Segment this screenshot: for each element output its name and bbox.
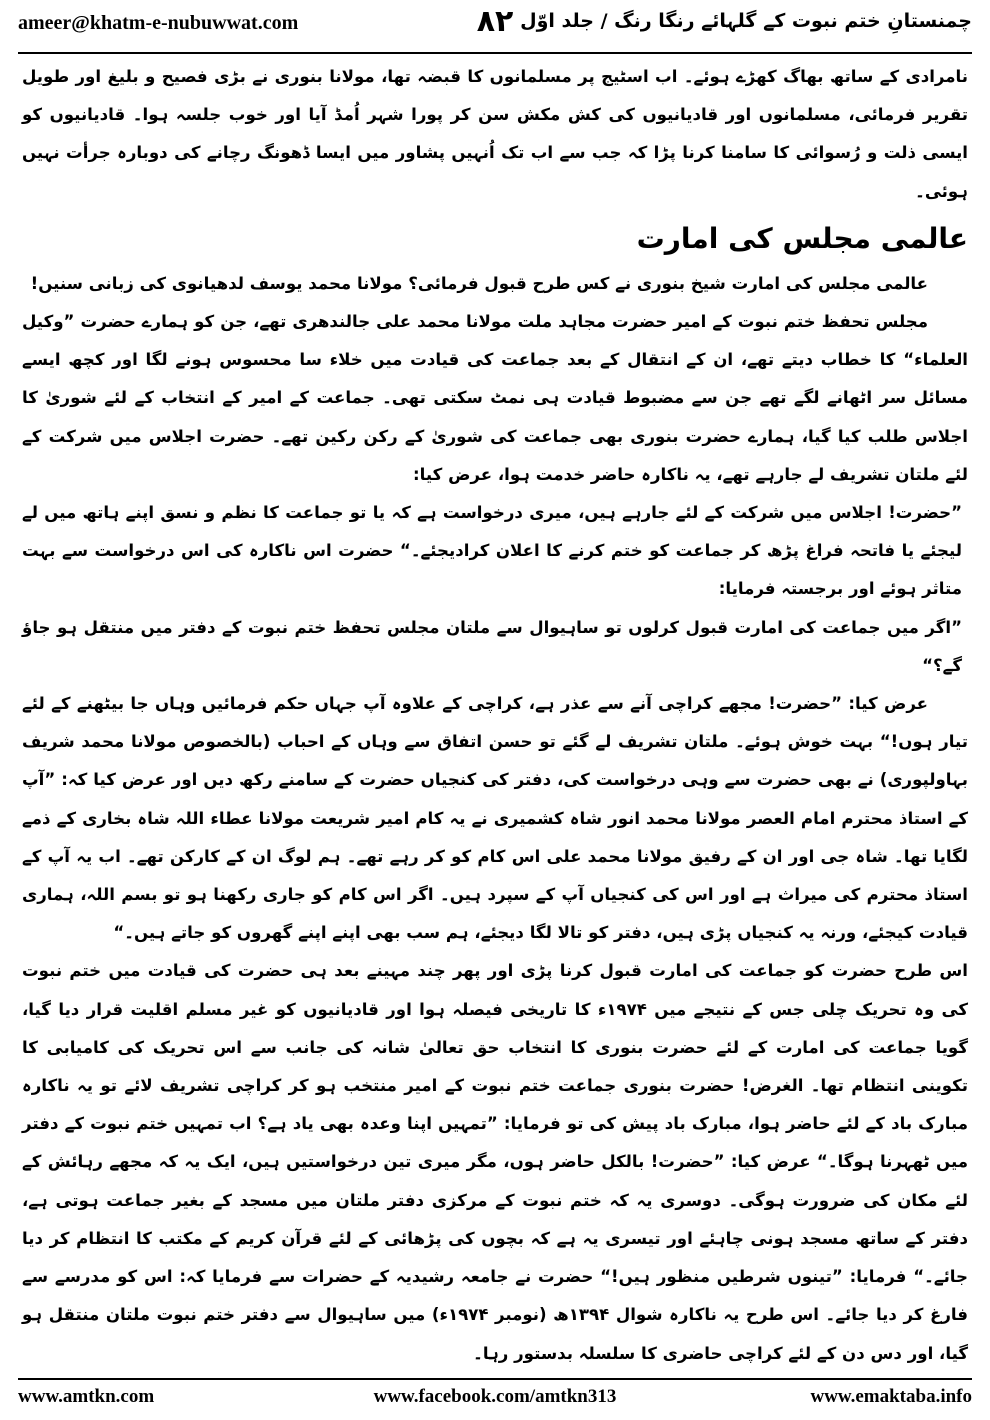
paragraph-karachi-keys: عرض کیا: ”حضرت! مجھے کراچی آنے سے عذر ہے، کراچی کے علاوہ آپ جہاں حکم فرمائیں وہاں جا بیٹھنے کے لئے تیار ہوں!“ بہت خوش ہوئے۔ ملتان تشریف لے گئے تو حسن اتفاق سے وہاں کے احباب (بالخصوص مولانا محمد شریف بہاولپوری) نے بھی حضرت سے وہی درخواست کی، دفتر کی کنجیاں حضرت کے سامنے رکھ دیں اور عرض کیا کہ: ”آپ کے استاذ محترم امام العصر مولانا محمد انور شاہ کشمیری نے یہ کام امیر شریعت مولانا عطاء اللہ شاہ بخاری کے ذمے لگایا تھا۔ شاہ جی اور ان کے رفیق مولانا محمد علی اس کام کو کر رہے تھے۔ ہم لوگ ان کے کارکن تھے۔ اب یہ آپ کے استاذ محترم کی میراث ہے اور اس کی کنجیاں آپ کے سپرد ہیں۔ اگر اس کام کو جاری رکھنا ہو تو بسم اللہ، ہماری قیادت کیجئے، ورنہ یہ کنجیاں پڑی ہیں، دفتر کو تالا لگا دیجئے، ہم سب بھی اپنے اپنے گھروں کو جاتے ہیں۔“ — [22, 694, 968, 943]
header-rule — [18, 52, 972, 54]
section-heading: عالمی مجلس کی امارت — [636, 221, 968, 255]
page-body — [22, 58, 968, 1373]
footer-link-facebook[interactable]: www.facebook.com/amtkn313 — [373, 1386, 617, 1407]
paragraph-majlis-history: مجلس تحفظ ختم نبوت کے امیر حضرت مجاہد ملت مولانا محمد علی جالندھری تھے، جن کو ہمارے حضرت ”وکیل العلماء“ کا خطاب دیتے تھے، ان کے انتقال کے بعد جماعت کی قیادت میں خلاء سا محسوس ہونے لگا اور کچھ ایسے مسائل سر اٹھانے لگے تھے جن سے مضبوط قیادت ہی نمٹ سکتی تھی۔ جماعت کے امیر کے انتخاب کے لئے شوریٰ کا اجلاس طلب کیا گیا، ہمارے حضرت بنوری بھی جماعت کی شوریٰ کے رکن رکین تھے۔ حضرت اجلاس میں شرکت کے لئے ملتان تشریف لے جارہے تھے، یہ ناکارہ حاضر خدمت ہوا، عرض کیا: — [22, 312, 968, 484]
book-title: چمنستانِ ختم نبوت کے گلہائے رنگا رنگ / جلد اوّل — [520, 10, 972, 32]
page-header — [18, 0, 972, 50]
footer-link-amtkn[interactable]: www.amtkn.com — [18, 1386, 155, 1407]
paragraph-request-quote: ”حضرت! اجلاس میں شرکت کے لئے جارہے ہیں، میری درخواست ہے کہ یا تو جماعت کا نظم و نسق اپنے ہاتھ میں لے لیجئے یا فاتحہ فراغ پڑھ کر جماعت کو ختم کرنے کا اعلان کرادیجئے۔“ حضرت اس ناکارہ کی اس درخواست سے بہت متاثر ہوئے اور برجستہ فرمایا: — [22, 503, 962, 599]
footer-rule — [18, 1378, 972, 1380]
page-number: ۸۲ — [476, 4, 514, 39]
paragraph-closing-story: نامرادی کے ساتھ بھاگ کھڑے ہوئے۔ اب اسٹیج پر مسلمانوں کا قبضہ تھا، مولانا بنوری نے بڑی فصیح و بلیغ اور طویل تقریر فرمائی، مسلمانوں اور قادیانیوں کی کش مکش سن کر پورا شہر اُمڈ آیا اور خوب جلسہ ہوا۔ قادیانیوں کو ایسی ذلت و رُسوائی کا سامنا کرنا پڑا کہ جب سے اب تک اُنہیں پشاور میں ایسا ڈھونگ رچانے کی دوبارہ جرأت نہیں ہوئی۔ — [22, 67, 968, 201]
paragraph-intro: عالمی مجلس کی امارت شیخ بنوری نے کس طرح قبول فرمائی؟ مولانا محمد یوسف لدھیانوی کی زبانی سنیں! — [30, 273, 928, 293]
paragraph-reply-quote: ”اگر میں جماعت کی امارت قبول کرلوں تو ساہیوال سے ملتان مجلس تحفظ ختم نبوت کے دفتر میں منتقل ہو جاؤ گے؟“ — [22, 617, 962, 675]
paragraph-leadership-outcome: اس طرح حضرت کو جماعت کی امارت قبول کرنا پڑی اور پھر چند مہینے بعد ہی حضرت کی قیادت میں ختم نبوت کی وہ تحریک چلی جس کے نتیجے میں ۱۹۷۴ء کا تاریخی فیصلہ ہوا اور قادیانیوں کو غیر مسلم اقلیت قرار دیا گیا، گویا جماعت کی امارت کے لئے حضرت بنوری کا انتخاب حق تعالیٰ شانہ کی جانب سے اس تحریک کی کامیابی کا تکوینی انتظام تھا۔ الغرض! حضرت بنوری جماعت ختم نبوت کے امیر منتخب ہو کر کراچی تشریف لائے تو یہ ناکارہ مبارک باد کے لئے حاضر ہوا، مبارک باد پیش کی تو فرمایا: ”تمہیں اپنا وعدہ بھی یاد ہے؟ اب تمہیں ختم نبوت کے دفتر میں ٹھہرنا ہوگا۔“ عرض کیا: ”حضرت! بالکل حاضر ہوں، مگر میری تین درخواستیں ہیں، ایک یہ کہ مجھے رہائش کے لئے مکان کی ضرورت ہوگی۔ دوسری یہ کہ ختم نبوت کے مرکزی دفتر ملتان میں مسجد کے بغیر جماعت ہوتی ہے، دفتر کے ساتھ مسجد ہونی چاہئے اور تیسری یہ ہے کہ بچوں کی پڑھائی کے لئے قرآن کریم کے مکتب کا انتظام کر دیا جائے۔“ فرمایا: ”تینوں شرطیں منظور ہیں!“ حضرت نے جامعہ رشیدیہ کے حضرات سے فرمایا کہ: اس کو مدرسے سے فارغ کر دیا جائے۔ اس طرح یہ ناکارہ شوال ۱۳۹۴ھ (نومبر ۱۹۷۴ء) میں ساہیوال سے دفتر ختم نبوت ملتان منتقل ہو گیا، اور دس دن کے لئے کراچی حاضری کا سلسلہ بدستور رہا۔ — [22, 961, 969, 1363]
footer-link-emaktaba[interactable]: www.emaktaba.info — [810, 1386, 972, 1407]
page-footer — [18, 1384, 972, 1414]
header-email[interactable]: ameer@khatm-e-nubuwwat.com — [18, 12, 299, 34]
